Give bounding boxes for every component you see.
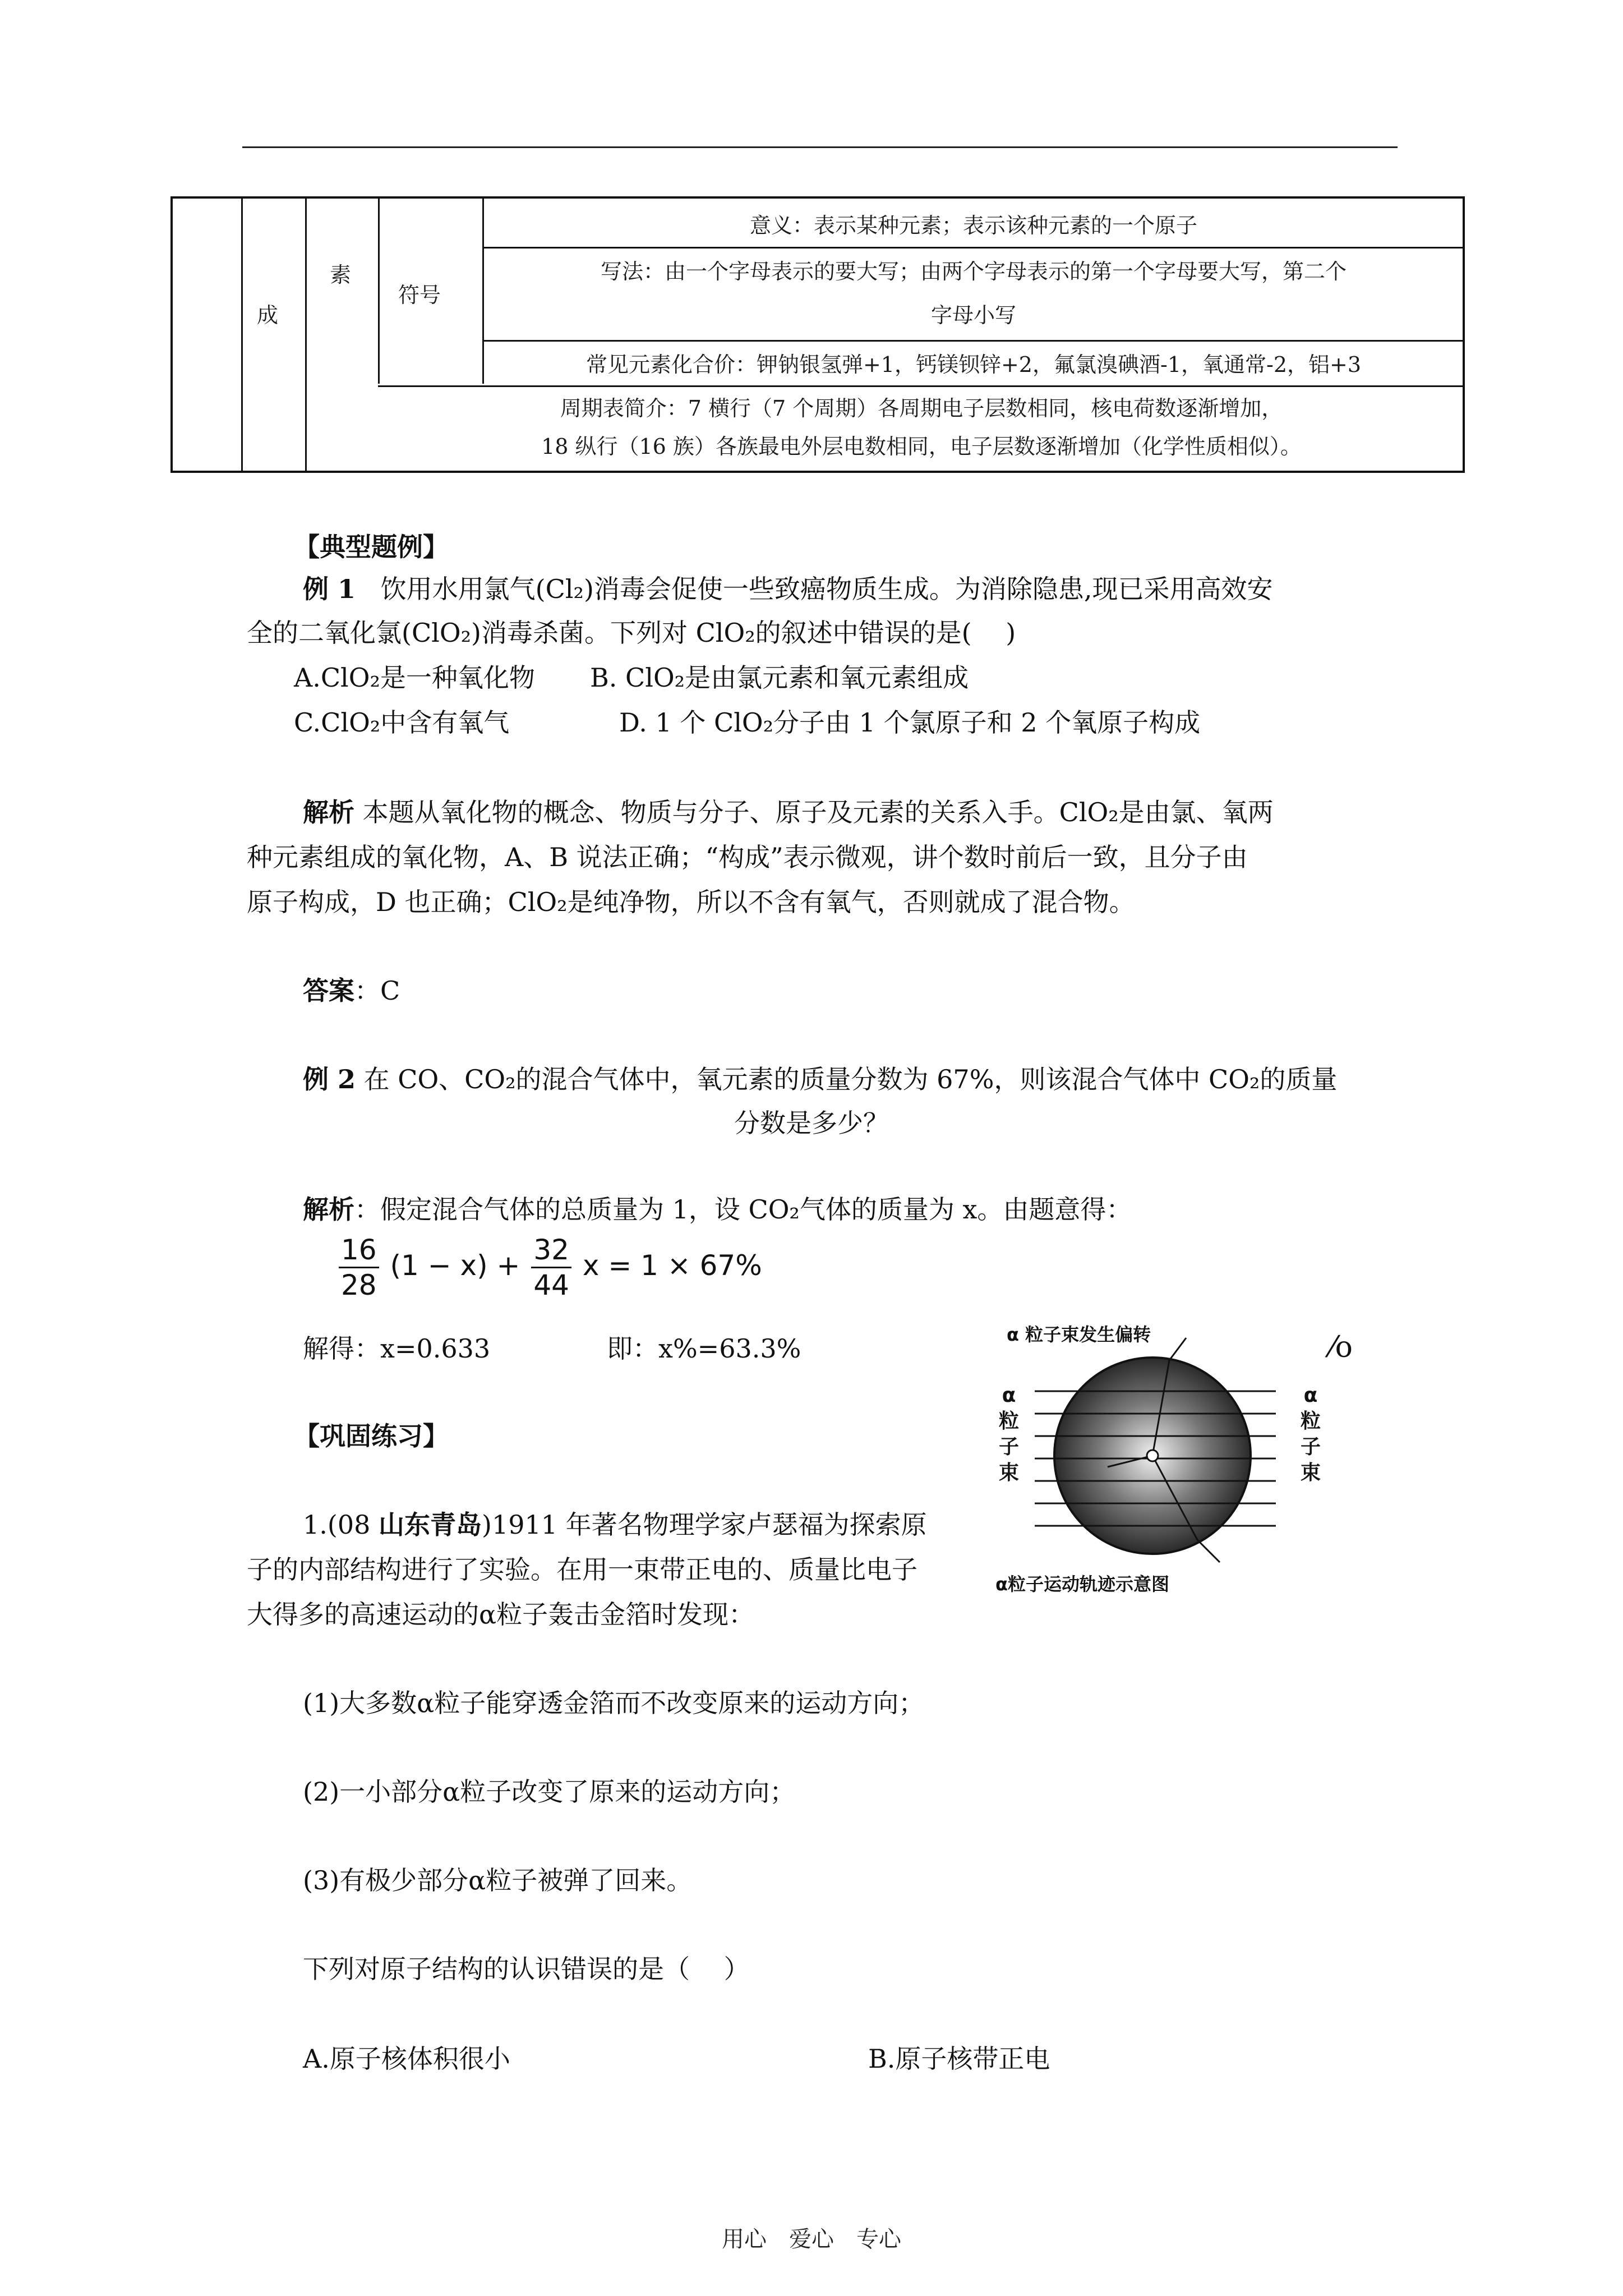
example1-label: 例 1 bbox=[303, 574, 356, 604]
frac2-numerator: 32 bbox=[531, 1233, 571, 1268]
example1-analysis-label: 解析 bbox=[303, 797, 354, 827]
figure-bottom-label: α粒子运动轨迹示意图 bbox=[995, 1573, 1169, 1595]
frac1-numerator: 16 bbox=[339, 1233, 379, 1268]
table-col-divider bbox=[305, 199, 307, 471]
figure-left-label: α粒子束 bbox=[998, 1384, 1019, 1484]
fraction-32-44 bbox=[531, 1233, 571, 1302]
alpha-scattering-figure bbox=[984, 1315, 1332, 1596]
figure-top-label: α 粒子束发生偏转 bbox=[1007, 1324, 1151, 1345]
example1-line1 bbox=[303, 572, 1273, 606]
table-col-divider bbox=[378, 199, 380, 384]
exercise1-line2: 子的内部结构进行了实验。在用一束带正电的、质量比电子 bbox=[247, 1554, 917, 1585]
example2-analysis-label: 解析 bbox=[303, 1194, 354, 1225]
example1-answer bbox=[303, 974, 400, 1007]
example2-line1 bbox=[303, 1062, 1337, 1096]
exercise1-option-b: B.原子核带正电 bbox=[868, 2044, 1050, 2074]
example2-line2: 分数是多少？ bbox=[734, 1108, 889, 1138]
exercise1-question: 下列对原子结构的认识错误的是（ ） bbox=[303, 1954, 750, 1984]
header-rule bbox=[242, 146, 1398, 148]
frac2-denominator: 44 bbox=[533, 1269, 569, 1301]
example2-text1: 在 CO、CO₂的混合气体中，氧元素的质量分数为 67%，则该混合气体中 CO₂的质量 bbox=[356, 1064, 1338, 1094]
table-cell-symbol: 符号 bbox=[398, 283, 441, 307]
fraction-16-28 bbox=[339, 1233, 379, 1302]
formula-middle: (1 − x) + bbox=[390, 1249, 520, 1282]
example2-analysis bbox=[303, 1193, 1132, 1226]
exercise1-item1: (1)大多数α粒子能穿透金箔而不改变原来的运动方向； bbox=[303, 1688, 925, 1718]
section-title-practice: 【巩固练习】 bbox=[294, 1421, 449, 1451]
figure-stray-mark: ⁄o bbox=[1330, 1331, 1353, 1364]
table-cell-periodic-2: 18 纵行（16 族）各族最电外层电数相同，电子层数逐渐增加（化学性质相似）。 bbox=[541, 434, 1302, 459]
example1-answer-label: 答案 bbox=[303, 976, 354, 1006]
example2-label: 例 2 bbox=[303, 1064, 356, 1094]
figure-right-label: α粒子束 bbox=[1300, 1384, 1321, 1484]
table-row-divider bbox=[378, 385, 1463, 387]
table-cell-periodic-1: 周期表简介：7 横行（7 个周期）各周期电子层数相同，核电荷数逐渐增加， bbox=[560, 396, 1283, 421]
table-cell-su: 素 bbox=[330, 263, 352, 287]
table-row-divider bbox=[482, 247, 1463, 249]
table-row-divider bbox=[482, 340, 1463, 342]
exercise1-item3: (3)有极少部分α粒子被弹了回来。 bbox=[303, 1865, 693, 1895]
example1-analysis-line2: 种元素组成的氧化物，A、B 说法正确；“构成”表示微观，讲个数时前后一致，且分子由 bbox=[247, 842, 1248, 872]
example2-analysis-text: ：假定混合气体的总质量为 1，设 CO₂气体的质量为 x。由题意得： bbox=[354, 1194, 1132, 1225]
table-col-divider bbox=[241, 199, 243, 471]
example1-analysis-text1: 本题从氧化物的概念、物质与分子、原子及元素的关系入手。ClO₂是由氯、氧两 bbox=[354, 797, 1274, 827]
table-cell-cheng: 成 bbox=[257, 303, 279, 328]
example1-option-a: A.ClO₂是一种氧化物 bbox=[294, 662, 535, 693]
exercise1-source: 山东青岛 bbox=[379, 1510, 482, 1540]
exercise1-line1-post: )1911 年著名物理学家卢瑟福为探索原 bbox=[482, 1510, 927, 1540]
exercise1-line1-pre: 1.(08 bbox=[303, 1510, 379, 1540]
table-cell-writing-2: 字母小写 bbox=[930, 303, 1016, 328]
example1-text1: 饮用水用氯气(Cl₂)消毒会促使一些致癌物质生成。为消除隐患,现已采用高效安 bbox=[380, 574, 1273, 604]
example1-analysis-line1 bbox=[303, 795, 1274, 829]
formula-tail: x = 1 × 67% bbox=[582, 1249, 762, 1282]
example1-analysis-line3: 原子构成，D 也正确；ClO₂是纯净物，所以不含有氧气，否则就成了混合物。 bbox=[247, 887, 1135, 917]
example1-option-d: D. 1 个 ClO₂分子由 1 个氯原子和 2 个氧原子构成 bbox=[619, 707, 1201, 738]
example1-option-b: B. ClO₂是由氯元素和氧元素组成 bbox=[590, 662, 969, 693]
exercise1-line3: 大得多的高速运动的α粒子轰击金箔时发现： bbox=[247, 1599, 755, 1630]
table-cell-meaning: 意义：表示某种元素；表示该种元素的一个原子 bbox=[749, 213, 1197, 238]
example1-option-c: C.ClO₂中含有氧气 bbox=[294, 707, 510, 738]
table-cell-valence: 常见元素化合价：钾钠银氢弹+1，钙镁钡锌+2，氟氯溴碘酒-1，氧通常-2，铝+3 bbox=[585, 352, 1362, 377]
section-title-examples: 【典型题例】 bbox=[294, 532, 449, 562]
equation bbox=[336, 1233, 762, 1302]
exercise1-item2: (2)一小部分α粒子改变了原来的运动方向； bbox=[303, 1777, 796, 1807]
example1-answer-value: ：C bbox=[354, 976, 400, 1006]
example2-solution-x: 解得：x=0.633 bbox=[303, 1333, 491, 1364]
table-cell-writing-1: 写法：由一个字母表示的要大写；由两个字母表示的第一个字母要大写，第二个 bbox=[600, 259, 1347, 284]
alpha-scattering-svg bbox=[984, 1315, 1332, 1596]
example2-solution-percent: 即：x%=63.3% bbox=[607, 1333, 801, 1364]
exercise1-line1 bbox=[303, 1508, 927, 1542]
page-footer: 用心 爱心 专心 bbox=[722, 2226, 901, 2252]
frac1-denominator: 28 bbox=[341, 1269, 377, 1301]
exercise1-option-a: A.原子核体积很小 bbox=[303, 2044, 510, 2074]
element-summary-table bbox=[170, 196, 1465, 473]
example1-line2: 全的二氧化氯(ClO₂)消毒杀菌。下列对 ClO₂的叙述中错误的是( ) bbox=[247, 618, 1016, 648]
